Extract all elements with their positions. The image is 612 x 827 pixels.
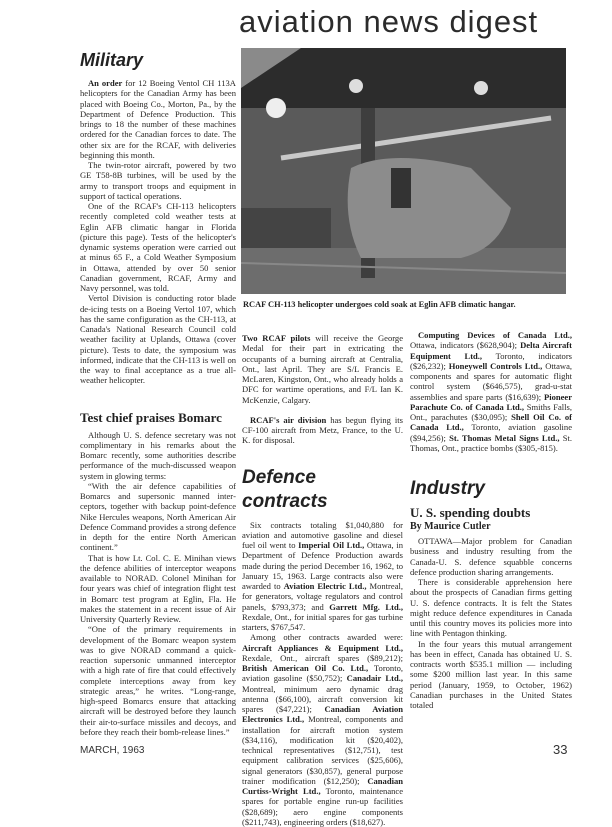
- headline-bomarc: Test chief praises Bomarc: [80, 410, 236, 426]
- byline: By Maurice Cutler: [410, 520, 572, 533]
- paragraph: [80, 553, 236, 625]
- helicopter-photo-illustration: [241, 48, 566, 294]
- body-text: Among other contracts awarded were:: [250, 632, 403, 642]
- industry-article: [410, 536, 572, 710]
- bold-lead-text: Computing Devices of Canada Ltd.,: [418, 330, 572, 340]
- bold-lead-text: Two RCAF pilots: [242, 333, 310, 343]
- paragraph: [80, 430, 236, 481]
- body-text: Montreal, components and installation for aircraft motion system ($34,116), modification kit ($20,402), technical representatives ($12,751), test equipment calibration services ($25,606), signal generators ($30,857), general purpose trainer modification ($12,250);: [242, 714, 403, 786]
- body-text: will receive the George Medal for their part in extricating the occupants of a burning aircraft at Centralia, Ont., last April. They are S/L Francis E. McLaren, Kingston, Ont., who already holds a DFC for wartime operations, and F/L Ian K. McKenzie, Calgary.: [242, 333, 403, 405]
- helicopter-photo: [241, 48, 566, 294]
- body-text: Rexdale, Ont., aircraft spares ($89,212);: [242, 653, 403, 663]
- body-text: has begun flying its CF-100 aircraft from Metz, France, to the U. K. for disposal.: [242, 415, 403, 446]
- paragraph: [410, 639, 572, 711]
- paragraph: [80, 624, 236, 737]
- paragraph: [410, 536, 572, 577]
- bold-lead-text: British American Oil Co. Ltd.,: [242, 663, 368, 673]
- column-1: [80, 48, 236, 737]
- body-text: Ottawa, components and spares for automatic flight control system ($646,575), grad-u-stat assemblies and spare parts ($16,639);: [410, 361, 572, 402]
- bold-lead-text: RCAF's air division: [250, 415, 326, 425]
- body-text: Toronto, aviation gasoline ($50,752);: [242, 663, 403, 683]
- bold-lead-text: An order: [88, 78, 122, 88]
- bold-lead-text: Imperial Oil Ltd.,: [298, 540, 364, 550]
- body-text: Montreal, for generators, voltage regulators and control panels, $793,373; and: [242, 581, 403, 612]
- body-text: Vertol Division is conducting rotor blade de-icing tests on a Boeing Vertol 107, which has the same configuration as the CH-113, at Canada's National Research Council cold weather facility at Uplands, Ottawa (cover picture). Tests to date, the symposium was informed, indicate that the CH-113 is well on the way to final acceptance as a true all-weather helicopter.: [80, 293, 236, 385]
- paragraph: [80, 160, 236, 201]
- body-text: “One of the primary requirements in development of the Bomarc weapon system was to give NORAD command a quick-reaction supersonic unmanned interceptor with a high rate of fire that could effectively complete interceptions away from key strategic areas,” he writes. “Long-range, high-speed Bomarcs ensure that attacking aircraft will be destroyed before they launch their air-to-surface missiles and decoys, and before they reach their bomb-release lines.”: [80, 624, 236, 737]
- headline-spending-doubts: U. S. spending doubts: [410, 505, 572, 520]
- paragraph: [242, 632, 403, 827]
- contracts-article-continued: [410, 330, 572, 453]
- bold-lead-text: Aviation Electric Ltd.,: [284, 581, 367, 591]
- section-heading-industry: Industry: [410, 477, 572, 501]
- body-text: The twin-rotor aircraft, powered by two GE T58-8B turbines, will be used by the army to transport troops and equipment in support of tactical operations.: [80, 160, 236, 201]
- body-text: Rexdale, Ont., for initial spares for gas turbine starters, $767,547.: [242, 612, 403, 632]
- body-text: Smiths Falls, Ont., parachutes ($30,095);: [410, 402, 572, 422]
- column-2: [242, 333, 403, 827]
- page-number: 33: [553, 742, 567, 757]
- paragraph: [80, 78, 236, 160]
- body-text: Six contracts totaling $1,040,880 for aviation and automotive gasoline and diesel fuel oil went to: [242, 520, 403, 551]
- bold-lead-text: Aircraft Appliances & Equipment Ltd.,: [242, 643, 403, 653]
- paragraph: [242, 333, 403, 405]
- body-text: Toronto, aviation gasoline ($94,256);: [410, 422, 572, 442]
- bold-lead-text: Delta Aircraft Equipment Ltd.,: [410, 340, 572, 360]
- bold-lead-text: Pioneer Parachute Co. of Canada Ltd.,: [410, 392, 572, 412]
- paragraph: [80, 481, 236, 553]
- body-text: Although U. S. defence secretary was not complimentary in his remarks about the Bomarc recently, some authorities describe performance of the much-discussed weapon system in glowing terms:: [80, 430, 236, 481]
- body-text: One of the RCAF's CH-113 helicopters recently completed cold weather tests at Eglin AFB climatic hangar in Florida (picture this page). Tests of the helicopter's dynamic systems operation were carried out at minus 65 F., a Cold Weather Symposium in Ottawa, attended by over 50 senior Canadian government, RCAF, Army and Navy personnel, was told.: [80, 201, 236, 293]
- bold-lead-text: Garrett Mfg. Ltd.,: [329, 602, 403, 612]
- body-text: St. Thomas, Ont., practice bombs ($305,-815).: [410, 433, 572, 453]
- bold-lead-text: Canadair Ltd.,: [347, 673, 403, 683]
- column-3: [410, 330, 572, 710]
- body-text: Ottawa, indicators ($628,904);: [410, 340, 520, 350]
- body-text: OTTAWA—Major problem for Canadian business and industry resulting from the Canada-U. S. defence squabble concerns defence production sharing arrangements.: [410, 536, 572, 577]
- body-text: Toronto, indicators ($26,232);: [410, 351, 572, 371]
- bold-lead-text: Canadian Aviation Electronics Ltd.,: [242, 704, 403, 724]
- military-article: [80, 78, 236, 386]
- bomarc-article-continued: [242, 333, 403, 446]
- body-text: “With the air defence capabilities of Bomarcs and supersonic manned interceptors, together with backup point-defence Nike Hercules weapons, North American Air Defence Command provides a strong defence in depth for the entire North American continent.”: [80, 481, 236, 553]
- masthead: aviation news digest: [239, 4, 538, 40]
- bold-lead-text: Shell Oil Co. of Canada Ltd.,: [410, 412, 572, 432]
- body-text: Toronto, maintenance spares for portable engine run-up facilities ($28,689); aero engine components ($211,743), engineering orders ($18,627).: [242, 786, 403, 827]
- bold-lead-text: Honeywell Controls Ltd.,: [449, 361, 543, 371]
- body-text: Ottawa, in Department of Defence Production awards made during the period December 16, 1962, to January 15, 1963. Large contracts also were awarded to: [242, 540, 403, 591]
- paragraph: [80, 201, 236, 293]
- section-heading-military: Military: [80, 48, 236, 72]
- body-text: There is considerable apprehension here about the prospects of Canadian firms getting U. S. defence contracts. It is felt the States might reduce defence expenditures in Canada until this country moves its policies more into line with Pentagon thinking.: [410, 577, 572, 638]
- photo-caption: RCAF CH-113 helicopter undergoes cold soak at Eglin AFB climatic hangar.: [243, 300, 516, 309]
- bomarc-article: [80, 430, 236, 738]
- section-heading-defence-contracts: Defence contracts: [242, 466, 403, 514]
- body-text: In the four years this mutual arrangement has been in effect, Canada has obtained U. S. contracts worth $535.1 million — including some $200 million last year. In this same period (January, 1959, to October, 1962) Canadian purchases in the United States totaled: [410, 639, 572, 711]
- paragraph: [410, 577, 572, 639]
- issue-date: MARCH, 1963: [80, 745, 144, 756]
- paragraph: [242, 415, 403, 446]
- bold-lead-text: St. Thomas Metal Signs Ltd.,: [449, 433, 559, 443]
- body-text: That is how Lt. Col. C. E. Minihan views the defence abilities of interceptor weapons available to NORAD. Colonel Minihan for four years was chief of integration flight test in Bomarc test program at Eglin, Fla. He makes the statement in a recent issue of Air University Quarterly Review.: [80, 553, 236, 625]
- paragraph: [80, 293, 236, 385]
- paragraph: [242, 520, 403, 633]
- body-text: for 12 Boeing Ventol CH 113A helicopters for the Canadian Army has been placed with Boeing Co., Morton, Pa., by the Department of Defence Production. This brings to 18 the number of these machines ordered for the Canadian forces to date. The other six are for the RCAF, with deliveries beginning this month.: [80, 78, 236, 160]
- paragraph: [410, 330, 572, 453]
- bold-lead-text: Canadian Curtiss-Wright Ltd.,: [242, 776, 403, 796]
- body-text: Montreal, minimum aero dynamic drag antenna ($66,100), aircraft conversion kit spares ($47,221);: [242, 684, 403, 715]
- contracts-article: [242, 520, 403, 827]
